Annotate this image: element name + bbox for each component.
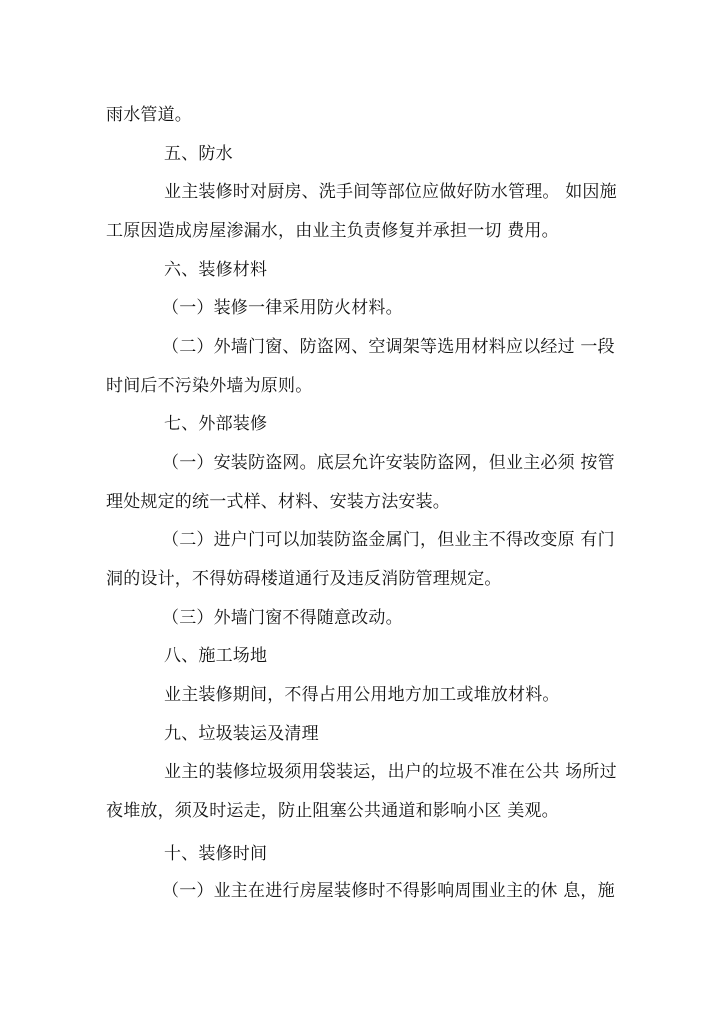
text-line: （二）外墙门窗、防盗网、空调架等选用材料应以经过 一段 — [162, 337, 615, 357]
text-line: （一）业主在进行房屋装修时不得影响周围业主的休 息，施 — [162, 881, 615, 901]
text-line: 时间后不污染外墙为原则。 — [106, 376, 313, 396]
text-line: （二）进户门可以加装防盗金属门，但业主不得改变原 有门 — [162, 530, 615, 550]
section-heading: 七、外部装修 — [164, 414, 268, 434]
text-line: 业主装修时对厨房、洗手间等部位应做好防水管理。 如因施 — [164, 182, 617, 202]
text-line: 工原因造成房屋渗漏水，由业主负责修复并承担一切 费用。 — [106, 221, 559, 241]
text-line: 理处规定的统一式样、材料、安装方法安装。 — [106, 492, 450, 512]
text-line: 夜堆放，须及时运走，防止阻塞公共通道和影响小区 美观。 — [106, 801, 559, 821]
section-heading: 六、装修材料 — [164, 260, 268, 280]
section-heading: 十、装修时间 — [164, 844, 268, 864]
text-line: （一）安装防盗网。底层允许安装防盗网，但业主必须 按管 — [162, 453, 615, 473]
section-heading: 五、防水 — [164, 144, 233, 164]
section-heading: 八、施工场地 — [164, 646, 268, 666]
text-line: 业主的装修垃圾须用袋装运，出户的垃圾不准在公共 场所过 — [164, 762, 617, 782]
text-line: 洞的设计，不得妨碍楼道通行及违反消防管理规定。 — [106, 569, 502, 589]
text-line: 雨水管道。 — [106, 105, 192, 125]
text-line: （一）装修一律采用防火材料。 — [162, 298, 403, 318]
section-heading: 九、垃圾装运及清理 — [164, 724, 319, 744]
text-line: 业主装修期间，不得占用公用地方加工或堆放材料。 — [164, 685, 560, 705]
text-line: （三）外墙门窗不得随意改动。 — [162, 608, 403, 628]
